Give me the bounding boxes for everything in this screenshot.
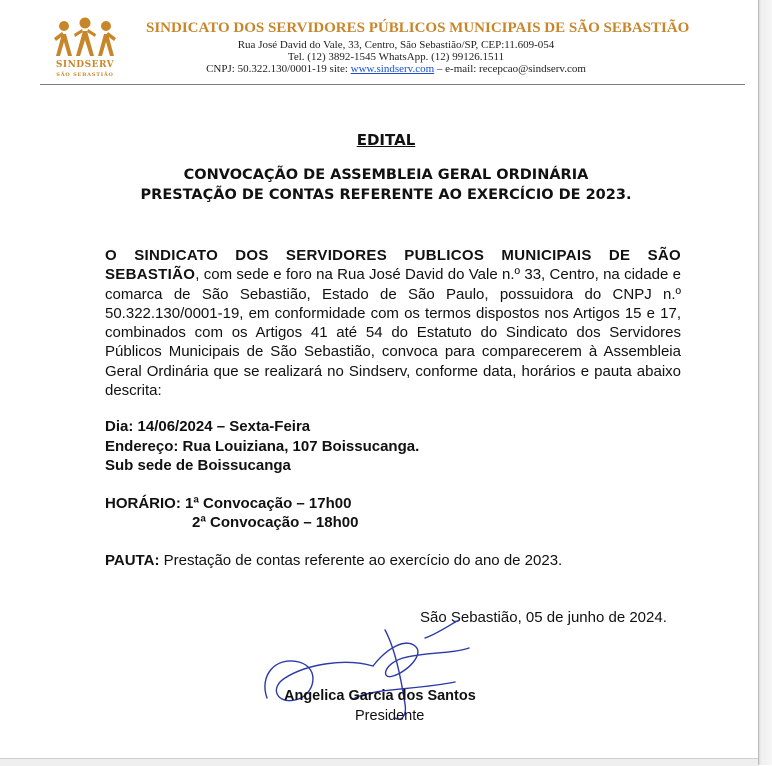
document-heading: EDITAL: [356, 131, 416, 149]
convocation-paragraph: [105, 246, 681, 400]
meeting-subsede: Sub sede de Boissucanga: [105, 457, 291, 474]
second-call: 2ª Convocação – 18h00: [192, 514, 359, 531]
cnpj-label: CNPJ: 50.322.130/0001-19 site:: [206, 63, 351, 75]
union-title: SINDICATO DOS SERVIDORES PÚBLICOS MUNICIPAIS DE SÃO SEBASTIÃO: [146, 20, 690, 36]
agenda-label: PAUTA:: [105, 552, 160, 569]
schedule-label: HORÁRIO:: [105, 495, 181, 512]
logo-subtitle: SÃO SEBASTIÃO: [56, 72, 114, 78]
schedule-first: [105, 495, 351, 512]
sindserv-logo: [52, 16, 118, 84]
header-divider: [40, 84, 745, 85]
signer-role: Presidente: [355, 708, 425, 724]
convocation-text: , com sede e foro na Rua José David do Vale n.º 33, Centro, na cidade e comarca de São Sebastião, Estado de São Paulo, possuidora do CNPJ n.º 50.322.130/0001-19, em conformidade com os termos dispostos nos Artigos 15 e 17, combinados com os Artigos 41 até 54 do Estatuto do Sindicato dos Servidores Públicos Municipais de São Sebastião, convoca para comparecerem à Assembleia Geral Ordinária que se realizará no Sindserv, conforme data, horários e pauta abaixo descrita:: [105, 266, 681, 400]
page-edge-right: [758, 0, 772, 765]
logo-name: SINDSERV: [55, 60, 115, 70]
meeting-address: Endereço: Rua Louiziana, 107 Boissucanga.: [105, 438, 420, 455]
union-phones: Tel. (12) 3892-1545 WhatsApp. (12) 99126.1511: [287, 51, 505, 63]
union-contact: [146, 63, 646, 75]
agenda-text: Prestação de contas referente ao exercício do ano de 2023.: [159, 552, 563, 569]
place-and-date: São Sebastião, 05 de junho de 2024.: [420, 609, 667, 626]
site-link[interactable]: www.sindserv.com: [350, 63, 435, 75]
signer-name: Angelica Garcia dos Santos: [284, 688, 476, 704]
meeting-day: Dia: 14/06/2024 – Sexta-Feira: [105, 418, 311, 435]
email-label: – e-mail: recepcao@sindserv.com: [434, 63, 586, 75]
people-icon: [52, 16, 118, 60]
document-subheading-1: CONVOCAÇÃO DE ASSEMBLEIA GERAL ORDINÁRIA: [183, 167, 589, 183]
first-call: 1ª Convocação – 17h00: [180, 495, 352, 512]
document-subheading-2: PRESTAÇÃO DE CONTAS REFERENTE AO EXERCÍCIO DE 2023.: [140, 187, 632, 203]
agenda: [105, 552, 562, 569]
union-address: Rua José David do Vale, 33, Centro, São Sebastião/SP, CEP:11.609-054: [237, 39, 555, 51]
union-name-bold: O SINDICATO DOS SERVIDORES PUBLICOS MUNICIPAIS DE SÃO SEBASTIÃO: [105, 247, 681, 284]
